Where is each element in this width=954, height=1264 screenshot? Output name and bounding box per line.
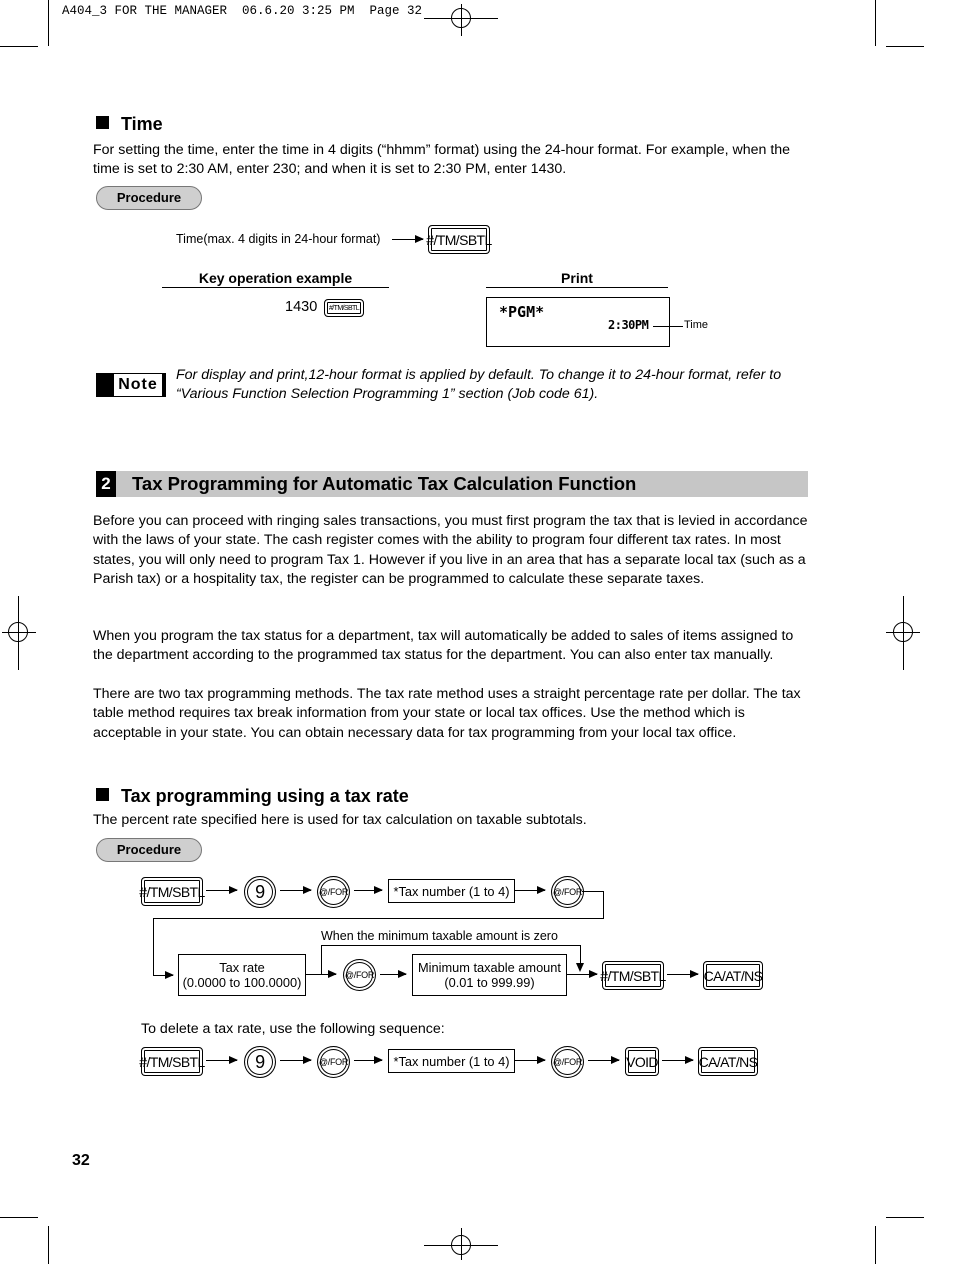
connector-line <box>582 891 603 892</box>
tm-sbtl-key: #/TM/SBTL <box>141 1047 203 1076</box>
registration-circle <box>8 622 28 642</box>
tax-para-2: When you program the tax status for a department, tax will automatically be added to sales of items assigned to the department according to the programmed tax status for the department. You can also enter tax manually. <box>93 628 794 664</box>
nine-key: 9 <box>244 1046 276 1078</box>
tax-rate-heading-text: Tax programming using a tax rate <box>121 786 409 806</box>
flow-arrow <box>588 1060 619 1061</box>
time-body: For setting the time, enter the time in 4 digits (“hhmm” format) using the 24-hour format. For example, when the time is set to 2:30 AM, enter 230; and when it is set to 2:30 PM, enter 1430. <box>93 142 791 178</box>
flow-arrow <box>514 1060 545 1061</box>
tax-rate-box <box>178 954 306 996</box>
tm-sbtl-key: #/TM/SBTL <box>141 877 203 906</box>
key-operation-heading: Key operation example <box>198 270 353 286</box>
print-heading: Print <box>561 270 593 286</box>
tax-rate-heading <box>96 786 409 807</box>
crop-mark <box>48 0 49 46</box>
tax-number-box: *Tax number (1 to 4) <box>388 1049 515 1073</box>
flow-arrow <box>514 890 545 891</box>
bullet-square-icon <box>96 116 109 129</box>
ca-at-ns-key: CA/AT/NS <box>703 961 763 990</box>
print-header-line: A404_3 FOR THE MANAGER 06.6.20 3:25 PM Page 32 <box>62 4 423 18</box>
flow-arrow <box>662 1060 693 1061</box>
flow-arrow <box>566 974 597 975</box>
for-key: @/FOR <box>343 959 376 991</box>
connector-line <box>603 891 604 918</box>
ca-at-ns-key: CA/AT/NS <box>698 1047 758 1076</box>
bypass-label: When the minimum taxable amount is zero <box>321 929 558 943</box>
down-arrow-icon <box>576 963 584 972</box>
example-input: 1430 <box>285 299 318 315</box>
tax-para-3: There are two tax programming methods. The tax rate method uses a straight percentage rate per dollar. The tax table method requires tax break information from your state or local tax offices. Use the method which is acceptable in your state. You can obtain necessary data for tax programming from your local tax office. <box>93 686 801 741</box>
flow-arrow <box>280 890 311 891</box>
connector-line <box>153 918 604 919</box>
void-key: VOID <box>625 1047 659 1076</box>
procedure-label: Procedure <box>96 838 202 862</box>
crop-mark <box>0 46 38 47</box>
registration-circle <box>893 622 913 642</box>
tax-rate-box-line1: Tax rate <box>219 960 265 975</box>
print-callout-time: Time <box>684 319 709 331</box>
for-key: @/FOR <box>317 1046 350 1078</box>
note-label <box>96 373 166 397</box>
note-label-text: Note <box>114 374 162 396</box>
flow-arrow <box>206 1060 237 1061</box>
receipt-line-time: 2:30PM <box>608 318 649 332</box>
registration-circle <box>451 8 471 28</box>
flow-arrow <box>354 1060 382 1061</box>
tm-sbtl-key: #/TM/SBTL <box>602 961 664 990</box>
connector-line <box>153 918 154 975</box>
delete-intro: To delete a tax rate, use the following sequence: <box>141 1021 445 1037</box>
receipt-line-pgm: *PGM* <box>499 303 545 321</box>
flow-arrow <box>380 974 406 975</box>
for-key: @/FOR <box>551 1046 584 1078</box>
min-taxable-line1: Minimum taxable amount <box>418 960 561 975</box>
flow-arrow <box>305 974 336 975</box>
note-text: For display and print,12-hour format is applied by default. To change it to 24-hour format, refer to “Various Function Selection Programming 1” section (Job code 61). <box>176 367 782 403</box>
tax-rate-box-line2: (0.0000 to 100.0000) <box>182 975 302 990</box>
time-input-label: Time(max. 4 digits in 24-hour format) <box>176 232 381 246</box>
procedure-label: Procedure <box>96 186 202 210</box>
min-taxable-box <box>412 954 567 996</box>
min-taxable-line2: (0.01 to 999.99) <box>444 975 535 990</box>
nine-key: 9 <box>244 876 276 908</box>
crop-mark <box>875 1226 876 1264</box>
crop-mark <box>886 46 924 47</box>
flow-arrow <box>206 890 237 891</box>
crop-mark <box>886 1217 924 1218</box>
registration-circle <box>451 1235 471 1255</box>
divider <box>162 287 389 288</box>
divider <box>486 287 668 288</box>
time-heading <box>96 114 163 135</box>
flow-arrow <box>153 975 173 976</box>
flow-arrow <box>667 974 698 975</box>
page-number: 32 <box>72 1152 90 1169</box>
tm-sbtl-key: #/TM/SBTL <box>428 225 490 254</box>
crop-mark <box>48 1226 49 1264</box>
flow-arrow <box>392 239 423 240</box>
callout-line <box>653 326 683 327</box>
for-key: @/FOR <box>317 876 350 908</box>
crop-mark <box>875 0 876 46</box>
time-heading-text: Time <box>121 114 163 134</box>
tax-para-1: Before you can proceed with ringing sales transactions, you must first program the tax that is levied in accordance with the laws of your state. The cash register comes with the ability to program four different tax rates. In most states, you will only need to program Tax 1. However if you live in an area that has a separate local tax (such as a Parish tax) or a hospitality tax, the register can be programmed to calculate these separate taxes. <box>93 513 808 588</box>
tax-number-box: *Tax number (1 to 4) <box>388 879 515 903</box>
crop-mark <box>0 1217 38 1218</box>
bypass-line <box>321 945 322 974</box>
bypass-line <box>321 945 581 946</box>
section-number: 2 <box>96 471 116 497</box>
tm-sbtl-key-small: #/TM/SBTL <box>324 299 364 317</box>
tax-rate-body: The percent rate specified here is used for tax calculation on taxable subtotals. <box>93 812 587 828</box>
flow-arrow <box>280 1060 311 1061</box>
section-title: Tax Programming for Automatic Tax Calculation Function <box>132 473 637 494</box>
for-key: @/FOR <box>551 876 584 908</box>
flow-arrow <box>354 890 382 891</box>
bypass-line <box>580 945 581 965</box>
bullet-square-icon <box>96 788 109 801</box>
